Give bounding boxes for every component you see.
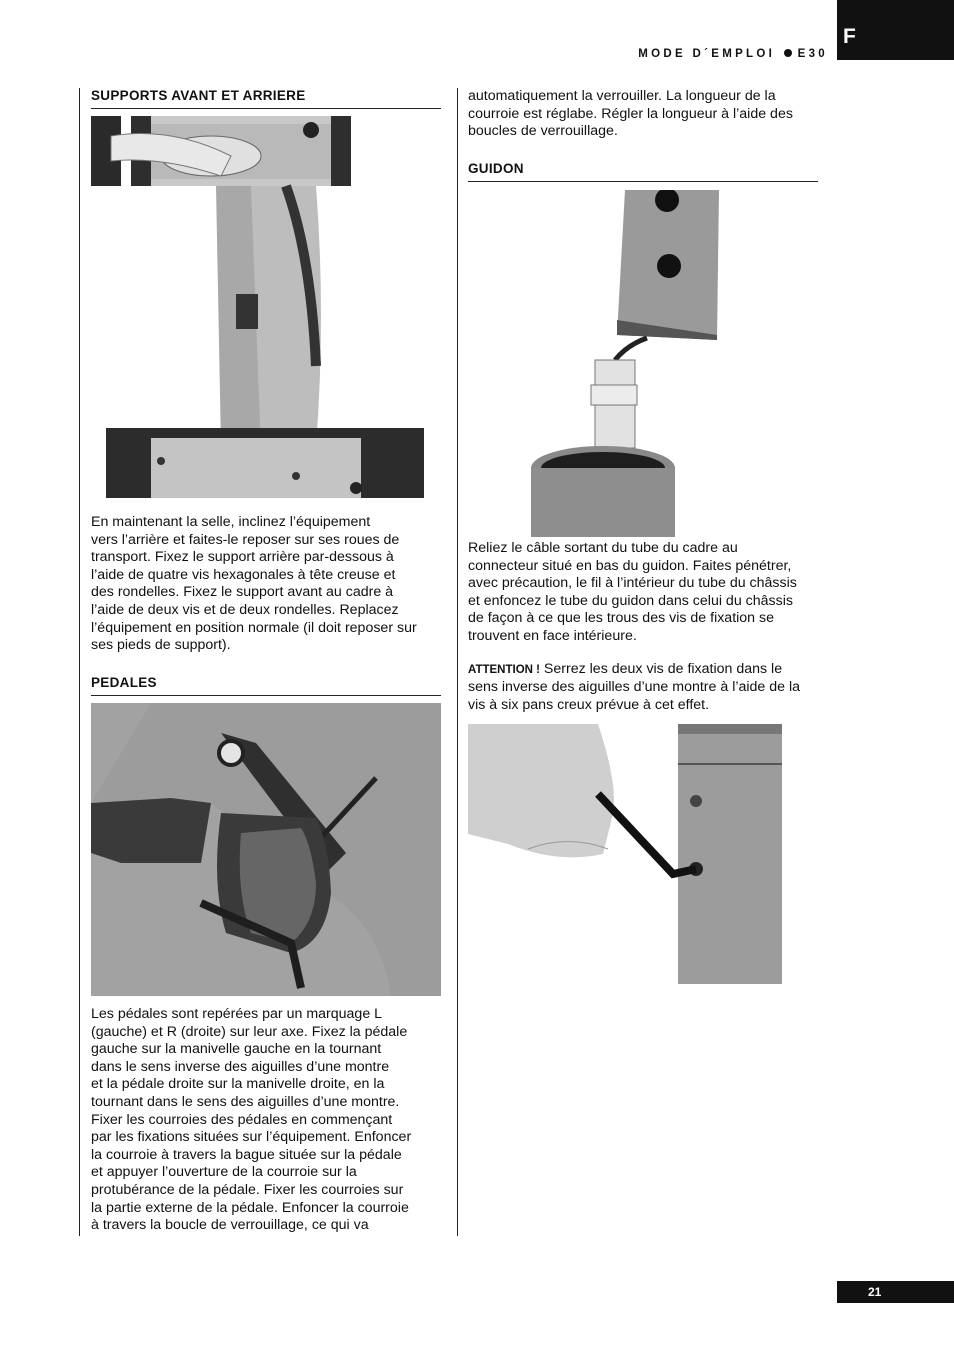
section-supports-body <box>91 514 443 655</box>
paragraph-guidon: Reliez le câble sortant du tube du cadre au connecteur situé en bas du guidon. Faites pénétrer, avec précaution, le fil à l’intérieur du tube du châssis et enfoncez le tube du guidon dans celui du châssis de façon à ce que les trous des vis de fixation se trouvent en face intérieure. <box>468 540 797 644</box>
running-header <box>638 48 828 60</box>
attention-note <box>468 661 820 715</box>
language-tab-letter: F <box>843 25 856 48</box>
paragraph-pedales-continued: automatiquement la verrouiller. La longueur de la courroie est réglabe. Régler la longueur à l’aide des boucles de verrouillage. <box>468 88 793 140</box>
figure-hex-key-photo <box>468 724 785 984</box>
page-number: 21 <box>868 1285 882 1299</box>
figure-handlebar-photo <box>527 190 727 537</box>
section-heading-pedales: PEDALES <box>91 675 441 696</box>
paragraph-pedales: Les pédales sont repérées par un marquage L (gauche) et R (droite) sur leur axe. Fixez la pédale gauche sur la manivelle gauche en la tournant dans le sens inverse des aiguilles d’une montre et la pédale droite sur la manivelle droite, en la tournant dans le sens des aiguilles d’une montre. Fixer les courroies des pédales en commençant par les fixations situées sur l’équipement. Enfoncer la courroie à travers la bague située sur la pédale et appuyer l’ouverture de la courroie sur la protubérance de la pédale. Fixer les courroies sur la partie externe de la pédale. Enfoncer la courroie à travers la boucle de verrouillage, ce qui va <box>91 1006 412 1234</box>
paragraph-supports: En maintenant la selle, inclinez l’équipement vers l’arrière et faites-le reposer sur ses roues de transport. Fixez le support arrière par-dessous à l’aide de quatre vis hexagonales à tête creuse et des rondelles. Fixez le support avant au cadre à l’aide de deux vis et de deux rondelles. Replacez l’équipement en position normale (il doit reposer sur ses pieds de support). <box>91 514 417 654</box>
section-supports <box>91 88 441 109</box>
section-pedales <box>91 675 441 696</box>
left-column-rule <box>79 88 80 1236</box>
language-tab <box>837 0 954 60</box>
section-guidon <box>468 161 818 182</box>
model-name: E30 <box>797 48 828 60</box>
middle-column-rule <box>457 88 458 1236</box>
running-title: MODE D´EMPLOI <box>638 48 776 60</box>
section-heading-supports: SUPPORTS AVANT ET ARRIERE <box>91 88 441 109</box>
bullet-dot-icon <box>784 49 792 57</box>
section-pedales-body <box>91 1006 443 1235</box>
attention-text: Serrez les deux vis de fixation dans le sens inverse des aiguilles d’une montre à l’aide de la vis à six pans creux prévue à cet effet. <box>468 660 801 713</box>
pedales-continuation <box>468 88 820 141</box>
page-number-tab <box>837 1281 954 1303</box>
section-heading-guidon: GUIDON <box>468 161 818 182</box>
attention-label: ATTENTION ! <box>468 663 540 676</box>
section-guidon-body <box>468 540 820 714</box>
figure-supports-photo <box>91 116 424 498</box>
figure-pedals-photo <box>91 703 441 996</box>
